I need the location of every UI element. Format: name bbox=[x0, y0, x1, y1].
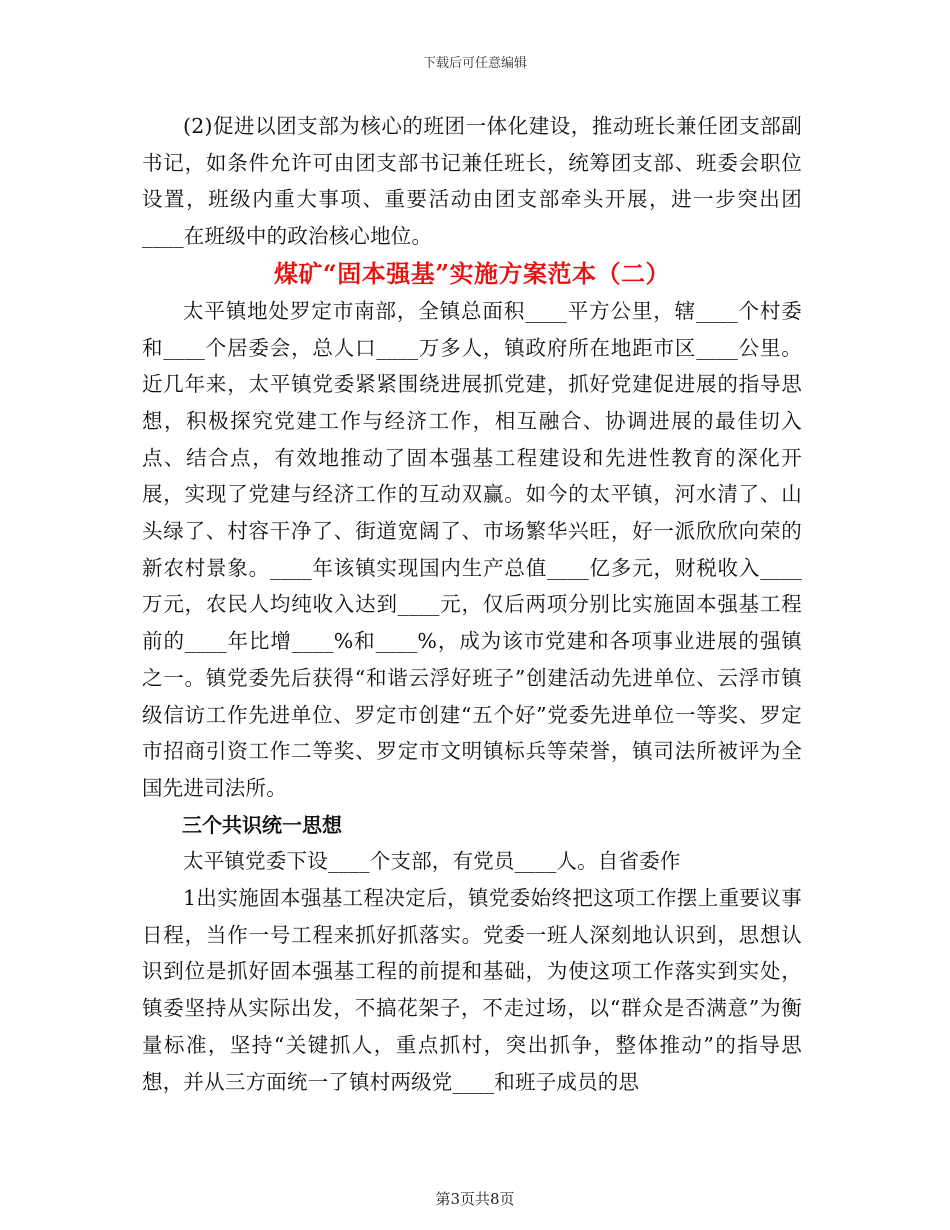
page-footer-number: 第3页共8页 bbox=[435, 1190, 515, 1208]
paragraph-4: 1出实施固本强基工程决定后，镇党委始终把这项工作摆上重要议事日程，当作一号工程来抓好抓落实。党委一班人深刻地认识到，思想认识到位是抓好固本强基工程的前提和基础，为使这项工作落实到实处，镇委坚持从实际出发，不搞花架子，不走过场，以“群众是否满意”为衡量标准，坚持“关键抓人，重点抓村，突出抓争，整体推动”的指导思想，并从三方面统一了镇村两级党____和班子成员的思 bbox=[142, 886, 802, 1094]
document-body bbox=[142, 108, 802, 1100]
paragraph-3: 太平镇党委下设____个支部，有党员____人。自省委作 bbox=[183, 849, 681, 874]
section-title: 煤矿“固本强基”实施方案范本（二） bbox=[273, 258, 671, 288]
page-header-note: 下载后可任意编辑 bbox=[422, 56, 527, 71]
paragraph-1: (2)促进以团支部为核心的班团一体化建设，推动班长兼任团支部副书记，如条件允许可由团支部书记兼任班长，统筹团支部、班委会职位设置，班级内重大事项、重要活动由团支部牵头开展，进一步突出团____在班级中的政治核心地位。 bbox=[142, 114, 802, 249]
paragraph-2: 太平镇地处罗定市南部，全镇总面积____平方公里，辖____个村委和____个居委会，总人口____万多人，镇政府所在地距市区____公里。近几年来，太平镇党委紧紧围绕进展抓党建，抓好党建促进展的指导思想，积极探究党建工作与经济工作，相互融合、协调进展的最佳切入点、结合点，有效地推动了固本强基工程建设和先进性教育的深化开展，实现了党建与经济工作的互动双赢。如今的太平镇，河水清了、山头绿了、村容干净了、街道宽阔了、市场繁华兴旺，好一派欣欣向荣的新农村景象。____年该镇实现国内生产总值____亿多元，财税收入____万元，农民人均纯收入达到____元，仅后两项分别比实施固本强基工程前的____年比增____%和____%，成为该市党建和各项事业进展的强镇之一。镇党委先后获得“和谐云浮好班子”创建活动先进单位、云浮市镇级信访工作先进单位、罗定市创建“五个好”党委先进单位一等奖、罗定市招商引资工作二等奖、罗定市文明镇标兵等荣誉，镇司法所被评为全国先进司法所。 bbox=[142, 298, 802, 800]
subheading: 三个共识统一思想 bbox=[182, 812, 342, 837]
